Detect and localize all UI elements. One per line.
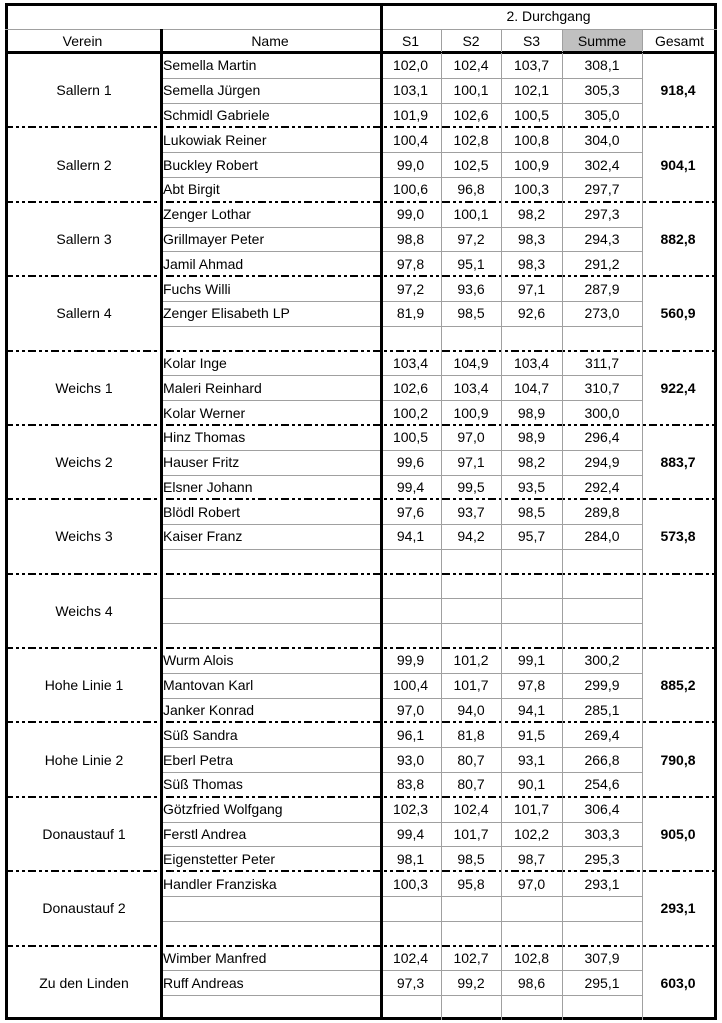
column-divider xyxy=(562,53,563,1020)
score-s3: 90,1 xyxy=(517,776,546,793)
shooter-name: Götzfried Wolfgang xyxy=(163,801,283,818)
score-s2: 94,0 xyxy=(457,702,485,719)
score-summe xyxy=(562,326,642,351)
club-name: Weichs 3 xyxy=(55,528,113,545)
shooter-name: Eigenstetter Peter xyxy=(163,850,276,867)
score-s1: 100,5 xyxy=(392,429,429,446)
header-verein: Verein xyxy=(62,32,103,49)
score-s2: 99,2 xyxy=(457,974,485,991)
team-total: 882,8 xyxy=(660,230,696,247)
score-s1 xyxy=(380,921,441,946)
score-s2: 100,9 xyxy=(453,404,489,421)
score-s2: 80,7 xyxy=(457,776,485,793)
score-summe: 292,4 xyxy=(584,478,620,495)
score-s1: 102,3 xyxy=(392,801,429,818)
score-s2: 102,5 xyxy=(453,156,489,173)
score-s3: 95,7 xyxy=(517,528,546,545)
score-s3: 98,3 xyxy=(517,230,546,247)
score-s2: 93,7 xyxy=(457,503,485,520)
group-separator xyxy=(5,498,717,500)
score-s2: 99,5 xyxy=(457,478,485,495)
group-separator xyxy=(5,573,717,575)
team-total: 922,4 xyxy=(660,379,696,396)
score-s3 xyxy=(501,896,562,921)
header-s3: S3 xyxy=(522,32,541,49)
name-column-border xyxy=(160,29,163,1020)
club-name: Sallern 1 xyxy=(56,82,112,99)
score-s2 xyxy=(441,574,501,599)
score-summe: 254,6 xyxy=(584,776,620,793)
shooter-name: Süß Sandra xyxy=(163,726,238,743)
score-s1: 99,0 xyxy=(396,156,425,173)
score-s3: 100,5 xyxy=(513,106,550,123)
shooter-name: Blödl Robert xyxy=(163,503,241,520)
header-s1: S1 xyxy=(401,32,420,49)
score-summe: 305,0 xyxy=(584,106,620,123)
shooter-name xyxy=(160,623,380,648)
shooter-name: Süß Thomas xyxy=(163,776,243,793)
score-summe xyxy=(562,995,642,1020)
club-name: Hohe Linie 1 xyxy=(44,677,124,694)
score-s1 xyxy=(380,326,441,351)
team-total: 573,8 xyxy=(660,528,696,545)
score-s1: 99,6 xyxy=(396,454,425,471)
team-total: 918,4 xyxy=(660,82,696,99)
header-column-divider xyxy=(441,29,442,52)
score-s1: 97,6 xyxy=(396,503,425,520)
shooter-name xyxy=(160,326,380,351)
score-summe: 297,7 xyxy=(584,181,620,198)
score-s2: 95,8 xyxy=(457,875,485,892)
score-summe: 295,3 xyxy=(584,850,620,867)
shooter-name: Semella Martin xyxy=(163,57,257,74)
score-s3: 91,5 xyxy=(517,726,546,743)
score-s2: 101,7 xyxy=(453,677,489,694)
score-s2: 102,4 xyxy=(453,57,489,74)
score-summe: 291,2 xyxy=(584,255,620,272)
score-summe: 266,8 xyxy=(584,751,620,768)
score-s1: 97,3 xyxy=(396,974,425,991)
score-s3: 101,7 xyxy=(513,801,550,818)
header-divider xyxy=(5,29,717,30)
score-s1: 94,1 xyxy=(396,528,425,545)
score-s1 xyxy=(380,623,441,648)
score-s2: 100,1 xyxy=(453,206,489,223)
score-s3 xyxy=(501,598,562,623)
score-s1: 103,4 xyxy=(392,354,429,371)
score-summe: 311,7 xyxy=(585,354,619,371)
score-s1: 97,0 xyxy=(396,702,425,719)
group-separator xyxy=(5,647,717,649)
shooter-name: Kolar Werner xyxy=(163,404,246,421)
score-s3: 98,6 xyxy=(517,974,546,991)
results-table xyxy=(5,3,717,1020)
group-separator xyxy=(5,870,717,872)
score-s2: 98,5 xyxy=(457,305,485,322)
team-total: 904,1 xyxy=(660,156,696,173)
header-s2: S2 xyxy=(462,32,480,49)
group-separator xyxy=(5,275,717,277)
shooter-name: Buckley Robert xyxy=(163,156,258,173)
score-s2 xyxy=(441,921,501,946)
score-summe: 308,1 xyxy=(584,57,620,74)
club-name: Donaustauf 1 xyxy=(42,826,126,843)
score-summe xyxy=(562,574,642,599)
group-separator xyxy=(5,126,717,128)
score-s3: 93,5 xyxy=(517,478,546,495)
shooter-name xyxy=(160,896,380,921)
score-s1: 98,8 xyxy=(396,230,425,247)
score-s3: 104,7 xyxy=(513,379,550,396)
club-name: Weichs 2 xyxy=(55,454,113,471)
shooter-name: Hauser Fritz xyxy=(163,454,240,471)
shooter-name: Jamil Ahmad xyxy=(163,255,244,272)
team-total xyxy=(642,574,714,648)
score-s2 xyxy=(441,549,501,574)
score-s2: 102,4 xyxy=(453,801,489,818)
score-s2: 101,2 xyxy=(453,652,489,669)
score-s2: 95,1 xyxy=(457,255,485,272)
score-s2: 104,9 xyxy=(453,354,489,371)
score-s1 xyxy=(380,995,441,1020)
shooter-name: Grillmayer Peter xyxy=(163,230,265,247)
shooter-name: Maleri Reinhard xyxy=(163,379,262,396)
scores-column-border xyxy=(380,3,383,1020)
score-s1: 99,0 xyxy=(396,206,425,223)
team-total: 905,0 xyxy=(660,826,696,843)
shooter-name: Handler Franziska xyxy=(163,875,277,892)
score-summe: 297,3 xyxy=(584,206,620,223)
score-s3 xyxy=(501,623,562,648)
score-s2: 102,6 xyxy=(453,106,489,123)
header-summe: Summe xyxy=(562,29,642,52)
shooter-name: Ferstl Andrea xyxy=(163,826,247,843)
club-name: Hohe Linie 2 xyxy=(44,751,124,768)
score-s3: 100,9 xyxy=(513,156,550,173)
score-s3: 98,7 xyxy=(517,850,546,867)
score-s3: 102,8 xyxy=(513,950,550,966)
score-s1: 93,0 xyxy=(396,751,425,768)
score-s3: 97,8 xyxy=(517,677,546,694)
score-s3 xyxy=(501,995,562,1020)
score-s3: 94,1 xyxy=(517,702,546,719)
shooter-name: Elsner Johann xyxy=(163,478,253,495)
club-name: Donaustauf 2 xyxy=(42,900,126,917)
score-s3: 99,1 xyxy=(517,652,546,669)
score-s3 xyxy=(501,574,562,599)
column-divider xyxy=(642,53,643,1020)
shooter-name: Zenger Lothar xyxy=(163,206,251,223)
score-s1: 99,4 xyxy=(396,478,425,495)
score-s3: 102,1 xyxy=(513,82,550,99)
shooter-name: Semella Jürgen xyxy=(163,82,261,99)
club-name: Sallern 3 xyxy=(56,230,112,247)
score-s1: 100,4 xyxy=(392,677,429,694)
shooter-name xyxy=(160,921,380,946)
score-summe: 289,8 xyxy=(584,503,620,520)
team-total: 603,0 xyxy=(660,974,696,991)
score-s1: 96,1 xyxy=(396,726,425,743)
shooter-name: Abt Birgit xyxy=(163,181,220,198)
score-summe: 294,3 xyxy=(584,230,620,247)
header-gesamt: Gesamt xyxy=(654,32,704,49)
team-total: 560,9 xyxy=(660,305,696,322)
score-s3: 102,2 xyxy=(513,826,550,843)
shooter-name xyxy=(160,598,380,623)
score-s3: 98,2 xyxy=(517,206,546,223)
score-s3: 92,6 xyxy=(517,305,546,322)
shooter-name: Eberl Petra xyxy=(163,751,234,768)
score-s2: 80,7 xyxy=(457,751,485,768)
shooter-name: Kaiser Franz xyxy=(163,528,243,545)
score-summe: 293,1 xyxy=(584,875,620,892)
score-summe: 307,9 xyxy=(584,950,620,966)
score-summe: 287,9 xyxy=(584,280,620,297)
score-s1 xyxy=(380,574,441,599)
score-s1: 83,8 xyxy=(396,776,425,793)
column-divider xyxy=(501,53,502,1020)
score-s1: 99,9 xyxy=(396,652,425,669)
score-s2 xyxy=(441,598,501,623)
shooter-name: Fuchs Willi xyxy=(163,280,231,297)
score-s3: 100,3 xyxy=(513,181,550,198)
group-separator xyxy=(5,796,717,798)
shooter-name xyxy=(160,574,380,599)
header-column-divider xyxy=(562,29,563,52)
score-s3 xyxy=(501,326,562,351)
score-s1 xyxy=(380,549,441,574)
score-s2: 96,8 xyxy=(457,181,485,198)
shooter-name: Wurm Alois xyxy=(163,652,234,669)
group-separator xyxy=(5,201,717,203)
score-summe: 304,0 xyxy=(584,131,620,148)
club-name: Zu den Linden xyxy=(39,974,129,991)
shooter-name: Schmidl Gabriele xyxy=(163,106,270,123)
score-summe xyxy=(562,896,642,921)
score-summe: 294,9 xyxy=(584,454,620,471)
score-summe: 300,0 xyxy=(584,404,620,421)
score-s1: 97,8 xyxy=(396,255,425,272)
shooter-name: Kolar Inge xyxy=(163,354,227,371)
header-column-divider xyxy=(642,29,643,52)
score-s1: 81,9 xyxy=(396,305,425,322)
score-s3: 97,0 xyxy=(517,875,546,892)
score-s2: 94,2 xyxy=(457,528,485,545)
shooter-name: Wimber Manfred xyxy=(163,950,267,966)
score-summe: 310,7 xyxy=(584,379,620,396)
score-summe: 305,3 xyxy=(584,82,620,99)
score-s1: 102,4 xyxy=(392,950,429,966)
group-separator xyxy=(5,424,717,426)
score-summe: 306,4 xyxy=(584,801,620,818)
score-summe: 299,9 xyxy=(584,677,620,694)
score-s3: 100,8 xyxy=(513,131,550,148)
score-s2: 100,1 xyxy=(453,82,489,99)
score-s3: 98,2 xyxy=(517,454,546,471)
score-s1: 100,4 xyxy=(392,131,429,148)
shooter-name: Hinz Thomas xyxy=(163,429,246,446)
score-summe: 269,4 xyxy=(584,726,620,743)
score-s2: 102,7 xyxy=(453,950,489,966)
score-s1: 102,6 xyxy=(392,379,429,396)
score-s2: 93,6 xyxy=(457,280,485,297)
score-s1: 100,3 xyxy=(392,875,429,892)
score-summe: 302,4 xyxy=(584,156,620,173)
club-name: Sallern 2 xyxy=(56,156,112,173)
score-summe: 303,3 xyxy=(584,826,620,843)
score-s2 xyxy=(441,623,501,648)
header-name: Name xyxy=(251,32,289,49)
score-s2: 97,0 xyxy=(457,429,485,446)
score-s1: 100,2 xyxy=(392,404,429,421)
shooter-name: Zenger Elisabeth LP xyxy=(163,305,290,322)
shooter-name: Mantovan Karl xyxy=(163,677,254,694)
score-s3: 98,5 xyxy=(517,503,546,520)
score-s2: 81,8 xyxy=(457,726,485,743)
score-summe: 296,4 xyxy=(584,429,620,446)
score-s3: 93,1 xyxy=(517,751,546,768)
team-total: 293,1 xyxy=(660,900,696,917)
score-s1: 102,0 xyxy=(392,57,429,74)
round-header: 2. Durchgang xyxy=(506,8,591,24)
group-separator xyxy=(5,350,717,352)
score-s1: 103,1 xyxy=(392,82,429,99)
shooter-name: Lukowiak Reiner xyxy=(163,131,267,148)
team-total: 790,8 xyxy=(660,751,696,768)
score-s1: 99,4 xyxy=(396,826,425,843)
score-s2: 103,4 xyxy=(453,379,489,396)
score-summe xyxy=(562,598,642,623)
column-divider xyxy=(441,53,442,1020)
score-summe: 273,0 xyxy=(584,305,620,322)
score-s2: 98,5 xyxy=(457,850,485,867)
team-total: 883,7 xyxy=(660,454,696,471)
club-name: Weichs 1 xyxy=(55,379,113,396)
score-s2 xyxy=(441,896,501,921)
score-s3: 98,9 xyxy=(517,404,546,421)
score-s3: 98,9 xyxy=(517,429,546,446)
header-column-divider xyxy=(501,29,502,52)
score-summe xyxy=(562,921,642,946)
score-s1 xyxy=(380,598,441,623)
score-summe: 285,1 xyxy=(584,702,620,719)
score-s3 xyxy=(501,921,562,946)
shooter-name xyxy=(160,995,380,1020)
group-separator xyxy=(5,721,717,723)
score-s2: 101,7 xyxy=(453,826,489,843)
score-summe xyxy=(562,549,642,574)
score-s1: 98,1 xyxy=(396,850,425,867)
shooter-name: Janker Konrad xyxy=(163,702,255,719)
score-summe xyxy=(562,623,642,648)
score-summe: 295,1 xyxy=(584,974,620,991)
score-s1: 100,6 xyxy=(392,181,429,198)
score-s3: 97,1 xyxy=(517,280,546,297)
score-s1: 101,9 xyxy=(392,106,429,123)
shooter-name: Ruff Andreas xyxy=(163,974,244,991)
team-total: 885,2 xyxy=(660,677,696,694)
club-name: Sallern 4 xyxy=(56,305,112,322)
score-s2: 97,2 xyxy=(457,230,485,247)
score-s1 xyxy=(380,896,441,921)
score-summe: 284,0 xyxy=(584,528,620,545)
shooter-name xyxy=(160,549,380,574)
score-s2: 97,1 xyxy=(457,454,485,471)
score-s3: 103,7 xyxy=(513,57,550,74)
club-name: Weichs 4 xyxy=(55,602,113,619)
score-s2: 102,8 xyxy=(453,131,489,148)
score-s3: 103,4 xyxy=(513,354,550,371)
score-s3 xyxy=(501,549,562,574)
group-separator xyxy=(5,945,717,947)
score-summe: 300,2 xyxy=(584,652,620,669)
score-s3: 98,3 xyxy=(517,255,546,272)
score-s2 xyxy=(441,326,501,351)
score-s1: 97,2 xyxy=(396,280,425,297)
score-s2 xyxy=(441,995,501,1020)
